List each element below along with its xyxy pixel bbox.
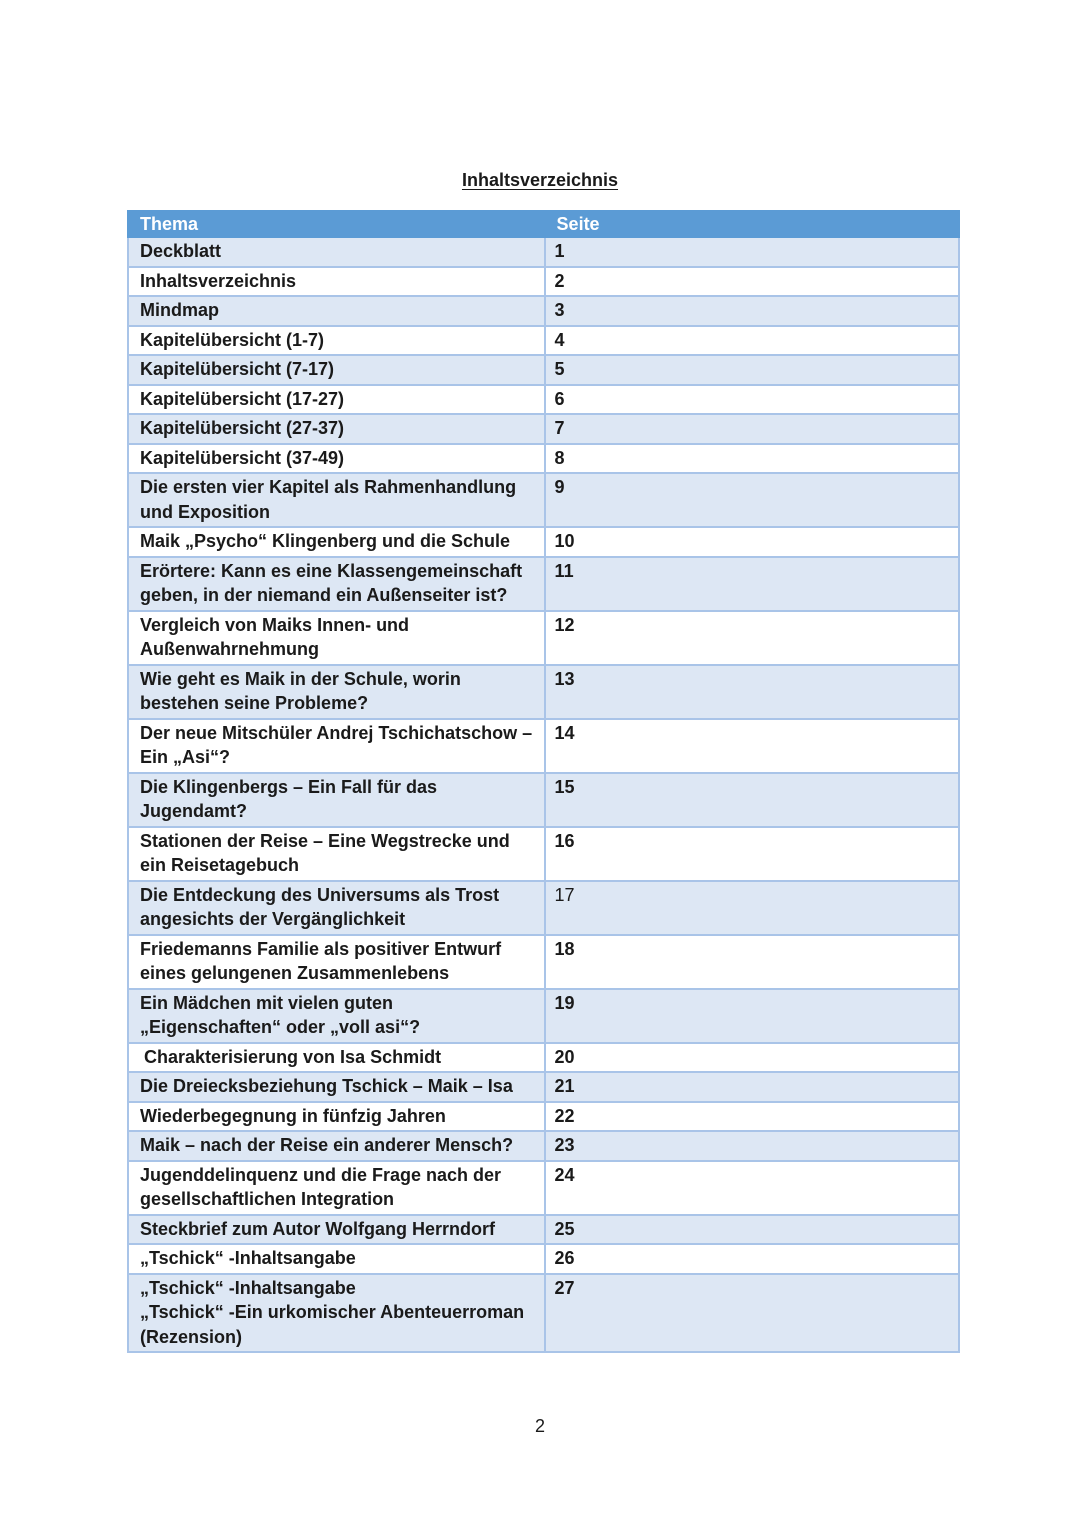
table-row bbox=[128, 296, 959, 326]
page-cell: 17 bbox=[545, 881, 959, 935]
topic-cell: Maik – nach der Reise ein anderer Mensch? bbox=[128, 1131, 545, 1161]
topic-cell: Kapitelübersicht (17-27) bbox=[128, 385, 545, 415]
page-cell: 15 bbox=[545, 773, 959, 827]
page-cell: 14 bbox=[545, 719, 959, 773]
table-row bbox=[128, 1102, 959, 1132]
table-of-contents bbox=[127, 210, 960, 1353]
topic-cell: Charakterisierung von Isa Schmidt bbox=[128, 1043, 545, 1073]
table-row bbox=[128, 665, 959, 719]
table-row bbox=[128, 385, 959, 415]
page-cell: 11 bbox=[545, 557, 959, 611]
table-row bbox=[128, 414, 959, 444]
topic-cell: Deckblatt bbox=[128, 237, 545, 267]
table-row bbox=[128, 237, 959, 267]
page-cell: 1 bbox=[545, 237, 959, 267]
topic-cell: Erörtere: Kann es eine Klassengemeinschaft geben, in der niemand ein Außenseiter ist? bbox=[128, 557, 545, 611]
page-cell: 20 bbox=[545, 1043, 959, 1073]
page-cell: 10 bbox=[545, 527, 959, 557]
page-cell: 7 bbox=[545, 414, 959, 444]
topic-cell: Ein Mädchen mit vielen guten „Eigenschaften“ oder „voll asi“? bbox=[128, 989, 545, 1043]
page-cell: 19 bbox=[545, 989, 959, 1043]
topic-cell: Mindmap bbox=[128, 296, 545, 326]
table-row bbox=[128, 1072, 959, 1102]
table-row bbox=[128, 1161, 959, 1215]
table-row bbox=[128, 1131, 959, 1161]
page-cell: 21 bbox=[545, 1072, 959, 1102]
table-header-row bbox=[128, 211, 959, 237]
topic-cell: Jugenddelinquenz und die Frage nach der gesellschaftlichen Integration bbox=[128, 1161, 545, 1215]
page-cell: 9 bbox=[545, 473, 959, 527]
column-header-topic: Thema bbox=[128, 211, 545, 237]
table-row bbox=[128, 773, 959, 827]
topic-cell: Inhaltsverzeichnis bbox=[128, 267, 545, 297]
page-cell: 13 bbox=[545, 665, 959, 719]
topic-cell: Kapitelübersicht (1-7) bbox=[128, 326, 545, 356]
topic-cell: Stationen der Reise – Eine Wegstrecke und ein Reisetagebuch bbox=[128, 827, 545, 881]
page-cell: 16 bbox=[545, 827, 959, 881]
topic-cell: Die Entdeckung des Universums als Trost angesichts der Vergänglichkeit bbox=[128, 881, 545, 935]
page-number: 2 bbox=[534, 1416, 545, 1436]
page-cell: 18 bbox=[545, 935, 959, 989]
table-row bbox=[128, 1274, 959, 1353]
topic-cell: Die Klingenbergs – Ein Fall für das Jugendamt? bbox=[128, 773, 545, 827]
topic-line: „Tschick“ -Ein urkomischer Abenteuerroman bbox=[140, 1302, 525, 1322]
table-row bbox=[128, 719, 959, 773]
page-title: Inhaltsverzeichnis bbox=[461, 170, 619, 190]
page-cell: 8 bbox=[545, 444, 959, 474]
topic-cell: Friedemanns Familie als positiver Entwurf eines gelungenen Zusammenlebens bbox=[128, 935, 545, 989]
page-cell: 12 bbox=[545, 611, 959, 665]
table-row bbox=[128, 1215, 959, 1245]
table-row bbox=[128, 881, 959, 935]
page-cell: 6 bbox=[545, 385, 959, 415]
page-cell: 2 bbox=[545, 267, 959, 297]
table-row bbox=[128, 267, 959, 297]
page-cell: 25 bbox=[545, 1215, 959, 1245]
topic-cell: Wiederbegegnung in fünfzig Jahren bbox=[128, 1102, 545, 1132]
table-row bbox=[128, 527, 959, 557]
topic-cell: Steckbrief zum Autor Wolfgang Herrndorf bbox=[128, 1215, 545, 1245]
table-row bbox=[128, 557, 959, 611]
page-cell: 27 bbox=[545, 1274, 959, 1353]
topic-line: (Rezension) bbox=[140, 1326, 243, 1347]
topic-cell: Kapitelübersicht (7-17) bbox=[128, 355, 545, 385]
topic-cell: Wie geht es Maik in der Schule, worin bestehen seine Probleme? bbox=[128, 665, 545, 719]
column-header-page: Seite bbox=[545, 211, 959, 237]
topic-cell: Die Dreiecksbeziehung Tschick – Maik – Isa bbox=[128, 1072, 545, 1102]
table-row bbox=[128, 935, 959, 989]
page-cell: 22 bbox=[545, 1102, 959, 1132]
page-cell: 23 bbox=[545, 1131, 959, 1161]
table-row bbox=[128, 827, 959, 881]
topic-cell: Vergleich von Maiks Innen- und Außenwahrnehmung bbox=[128, 611, 545, 665]
topic-line: „Tschick“ -Inhaltsangabe bbox=[140, 1277, 356, 1298]
topic-cell: Der neue Mitschüler Andrej Tschichatschow – Ein „Asi“? bbox=[128, 719, 545, 773]
topic-cell: Maik „Psycho“ Klingenberg und die Schule bbox=[128, 527, 545, 557]
table-row bbox=[128, 1043, 959, 1073]
table-row bbox=[128, 1244, 959, 1274]
table-row bbox=[128, 611, 959, 665]
page-cell: 5 bbox=[545, 355, 959, 385]
table-row bbox=[128, 326, 959, 356]
topic-cell: Kapitelübersicht (37-49) bbox=[128, 444, 545, 474]
topic-cell: Die ersten vier Kapitel als Rahmenhandlung und Exposition bbox=[128, 473, 545, 527]
page-cell: 24 bbox=[545, 1161, 959, 1215]
topic-cell: „Tschick“ -Inhaltsangabe bbox=[128, 1244, 545, 1274]
table-row bbox=[128, 444, 959, 474]
topic-cell bbox=[128, 1274, 545, 1353]
table-row bbox=[128, 355, 959, 385]
page-cell: 4 bbox=[545, 326, 959, 356]
page-cell: 3 bbox=[545, 296, 959, 326]
page-cell: 26 bbox=[545, 1244, 959, 1274]
table-row bbox=[128, 473, 959, 527]
table-row bbox=[128, 989, 959, 1043]
topic-cell: Kapitelübersicht (27-37) bbox=[128, 414, 545, 444]
